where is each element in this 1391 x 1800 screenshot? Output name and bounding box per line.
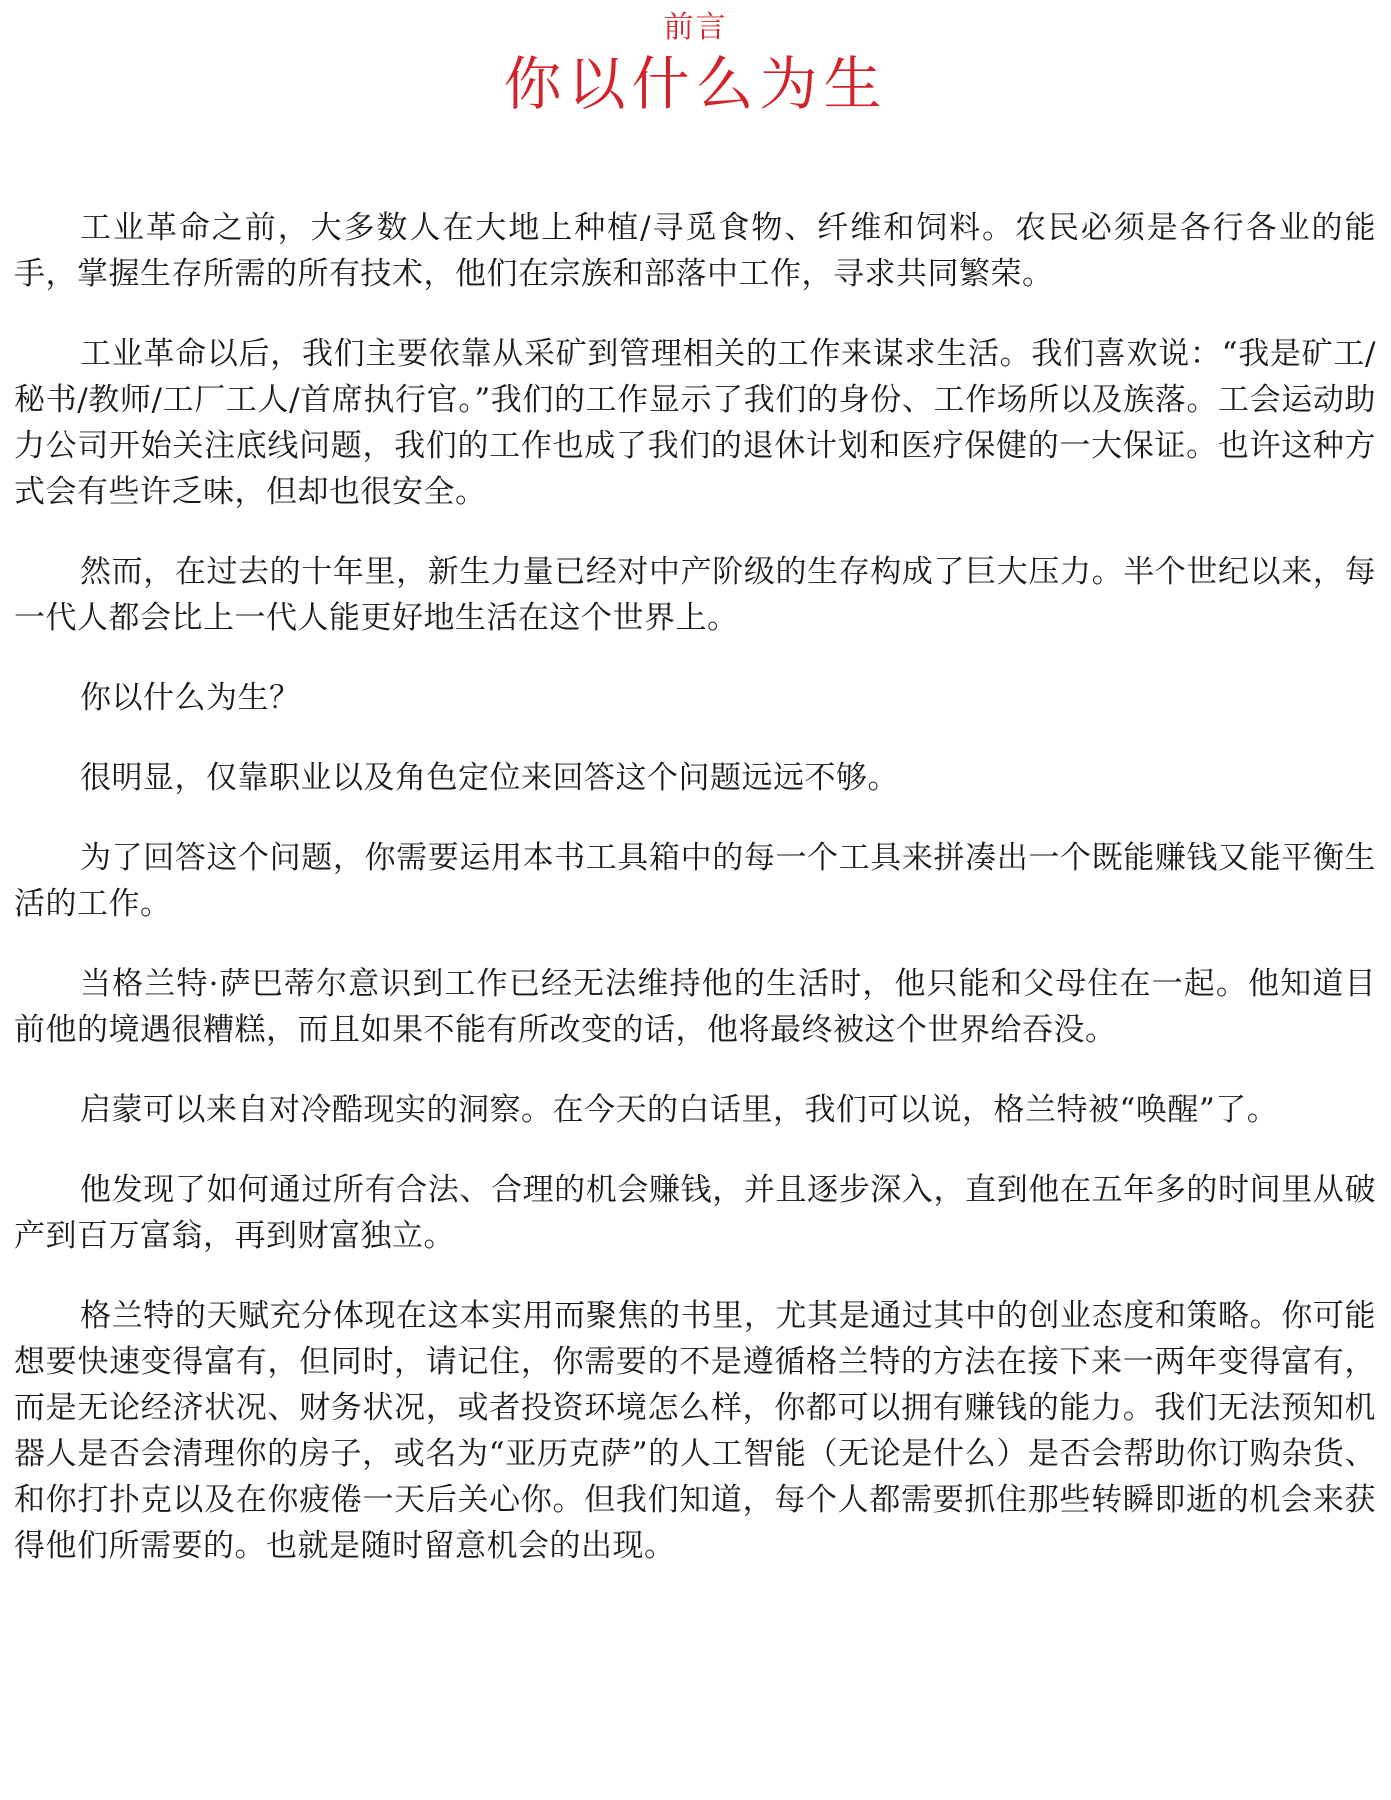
- paragraph: 为了回答这个问题，你需要运用本书工具箱中的每一个工具来拼凑出一个既能赚钱又能平衡生活的工作。: [14, 840, 1376, 922]
- paragraph: 他发现了如何通过所有合法、合理的机会赚钱，并且逐步深入，直到他在五年多的时间里从破产到百万富翁，再到财富独立。: [14, 1172, 1376, 1254]
- paragraph: 然而，在过去的十年里，新生力量已经对中产阶级的生存构成了巨大压力。半个世纪以来，每一代人都会比上一代人能更好地生活在这个世界上。: [14, 554, 1376, 636]
- page-title: 你以什么为生: [503, 50, 888, 118]
- body-text: [14, 205, 1376, 1603]
- paragraph: 格兰特的天赋充分体现在这本实用而聚焦的书里，尤其是通过其中的创业态度和策略。你可能想要快速变得富有，但同时，请记住，你需要的不是遵循格兰特的方法在接下来一两年变得富有，而是无论经济状况、财务状况，或者投资环境怎么样，你都可以拥有赚钱的能力。我们无法预知机器人是否会清理你的房子，或名为“亚历克萨”的人工智能（无论是什么）是否会帮助你订购杂货、和你打扑克以及在你疲倦一天后关心你。但我们知道，每个人都需要抓住那些转瞬即逝的机会来获得他们所需要的。也就是随时留意机会的出现。: [14, 1298, 1376, 1564]
- paragraph: 工业革命以后，我们主要依靠从采矿到管理相关的工作来谋求生活。我们喜欢说：“我是矿工/秘书/教师/工厂工人/首席执行官。”我们的工作显示了我们的身份、工作场所以及族落。工会运动助力公司开始关注底线问题，我们的工作也成了我们的退休计划和医疗保健的一大保证。也许这种方式会有些许乏味，但却也很安全。: [14, 336, 1376, 510]
- paragraph: 你以什么为生？: [80, 680, 301, 716]
- section-kicker: 前言: [663, 10, 728, 45]
- paragraph: 启蒙可以来自对冷酷现实的洞察。在今天的白话里，我们可以说，格兰特被“唤醒”了。: [80, 1092, 1279, 1128]
- paragraph: 当格兰特·萨巴蒂尔意识到工作已经无法维持他的生活时，他只能和父母住在一起。他知道目前他的境遇很糟糕，而且如果不能有所改变的话，他将最终被这个世界给吞没。: [14, 966, 1376, 1048]
- paragraph: 很明显，仅靠职业以及角色定位来回答这个问题远远不够。: [80, 760, 899, 796]
- paragraph: 工业革命之前，大多数人在大地上种植/寻觅食物、纤维和饲料。农民必须是各行各业的能手，掌握生存所需的所有技术，他们在宗族和部落中工作，寻求共同繁荣。: [14, 210, 1376, 292]
